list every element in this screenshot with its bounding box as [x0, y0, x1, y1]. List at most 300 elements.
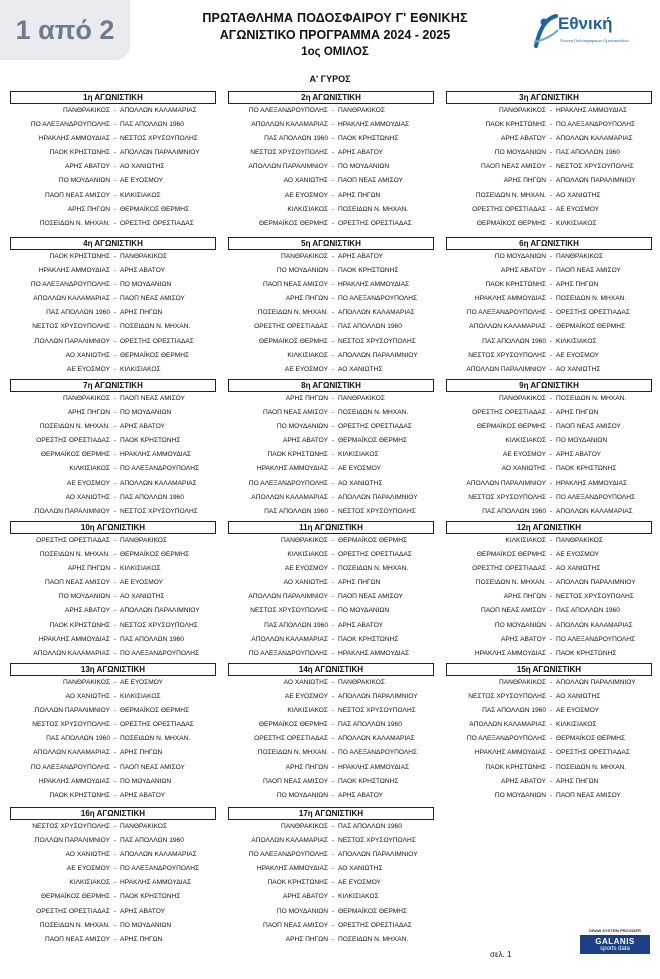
away-team: ΠΑΟΚ ΚΡΗΣΤΩΝΗΣ [338, 267, 399, 275]
home-team: ΠΟ ΑΛΕΞΑΝΔΡΟΥΠΟΛΗΣ [248, 851, 328, 859]
match-separator: - [549, 763, 553, 771]
match-separator: - [331, 935, 335, 943]
match-row [228, 505, 434, 519]
away-team: ΑΟ ΧΑΝΙΩΤΗΣ [120, 163, 165, 171]
match-row [228, 477, 434, 491]
home-team: ΗΡΑΚΛΗΣ ΑΜΜΟΥΔΙΑΣ [38, 777, 110, 785]
away-team: ΑΡΗΣ ΑΒΑΤΟΥ [338, 149, 384, 157]
group-label: 1ος ΟΜΙΛΟΣ [301, 46, 369, 58]
match-row [228, 761, 434, 775]
away-team: ΠΟΣΕΙΔΩΝ Ν. ΜΗΧΑΝ. [338, 565, 409, 573]
away-team: ΟΡΕΣΤΗΣ ΟΡΕΣΤΙΑΔΑΣ [338, 551, 412, 559]
match-row [228, 905, 434, 919]
match-row [10, 789, 216, 803]
away-team: ΑΡΗΣ ΑΒΑΤΟΥ [120, 423, 166, 431]
away-team: ΚΙΛΚΙΣΙΑΚΟΣ [556, 337, 597, 345]
match-row [10, 250, 216, 264]
match-row [228, 933, 434, 947]
matchday-title: 17η ΑΓΩΝΙΣΤΙΚΗ [228, 807, 434, 820]
away-team: ΠΑΝΘΡΑΚΙΚΟΣ [120, 253, 167, 260]
away-team: ΠΟΣΕΙΔΩΝ Ν. ΜΗΧΑΝ. [556, 295, 627, 303]
match-separator: - [113, 635, 117, 643]
home-team: .ΠΟΛΛΩΝ ΠΑΡΑΛΙΜΝΙΟΥ [32, 507, 110, 515]
away-team: ΑΡΗΣ ΠΗΓΩΝ [338, 191, 381, 199]
away-team: ΠΟΣΕΙΔΩΝ Ν. ΜΗΧΑΝ. [338, 205, 409, 213]
home-team: ΗΡΑΚΛΗΣ ΑΜΜΟΥΔΙΑΣ [474, 649, 546, 657]
home-team: ΚΙΛΚΙΣΙΑΚΟΣ [69, 465, 110, 473]
home-team: ΑΠΟΛΛΩΝ ΚΑΛΑΜΑΡΙΑΣ [33, 749, 110, 757]
match-row [228, 335, 434, 349]
home-team: ΠΟ ΜΟΥΔΑΝΙΩΝ [494, 791, 546, 799]
match-row [446, 590, 652, 604]
away-team: ΑΠΟΛΛΩΝ ΚΑΛΑΜΑΡΙΑΣ [556, 621, 633, 629]
home-team: ΠΑΟΠ ΝΕΑΣ ΑΜΙΣΟΥ [45, 935, 110, 943]
home-team: ΠΟ ΑΛΕΞΑΝΔΡΟΥΠΟΛΗΣ [30, 121, 110, 129]
match-row [228, 434, 434, 448]
away-team: ΑΕ ΕΥΟΣΜΟΥ [556, 707, 600, 715]
match-separator: - [113, 679, 117, 686]
away-team: ΠΑΣ ΑΠΟΛΛΩΝ 1960 [338, 323, 402, 331]
match-separator: - [549, 395, 553, 402]
away-team: ΘΕΡΜΑΪΚΟΣ ΘΕΡΜΗΣ [556, 323, 626, 331]
match-separator: - [549, 607, 553, 615]
match-separator: - [113, 791, 117, 799]
matchday-block [446, 379, 652, 519]
away-team: ΠΟ ΑΛΕΞΑΝΔΡΟΥΠΟΛΗΣ [120, 865, 200, 873]
home-team: ΑΟ ΧΑΝΙΩΤΗΣ [65, 693, 110, 701]
away-team: ΑΡΗΣ ΑΒΑΤΟΥ [120, 267, 166, 275]
match-row [446, 732, 652, 746]
match-row [446, 619, 652, 633]
match-row [446, 306, 652, 320]
match-row [228, 104, 434, 118]
matchday-title: 15η ΑΓΩΝΙΣΤΙΚΗ [446, 663, 652, 676]
match-separator: - [113, 451, 117, 459]
match-row [446, 775, 652, 789]
match-separator: - [113, 177, 117, 185]
away-team: ΚΙΛΚΙΣΙΑΚΟΣ [338, 893, 379, 901]
home-team: ΠΟ ΑΛΕΞΑΝΔΡΟΥΠΟΛΗΣ [466, 309, 546, 317]
match-row [228, 420, 434, 434]
away-team: ΑΟ ΧΑΝΙΩΤΗΣ [556, 565, 601, 573]
match-separator: - [331, 707, 335, 715]
match-separator: - [549, 351, 553, 359]
home-team: ΚΙΛΚΙΣΙΑΚΟΣ [287, 551, 328, 559]
match-separator: - [549, 749, 553, 757]
away-team: ΠΟ ΑΛΕΞΑΝΔΡΟΥΠΟΛΗΣ [120, 649, 200, 657]
away-team: ΑΠΟΛΛΩΝ ΠΑΡΑΛΙΜΝΙΟΥ [556, 679, 636, 686]
matchday-title: 1η ΑΓΩΝΙΣΤΙΚΗ [10, 91, 216, 104]
match-separator: - [113, 777, 117, 785]
match-row [10, 203, 216, 217]
home-team: ΠΟ ΜΟΥΔΑΝΙΩΝ [494, 621, 546, 629]
match-separator: - [549, 177, 553, 185]
title-championship: ΠΡΩΤΑΘΛΗΜΑ ΠΟΔΟΣΦΑΙΡΟΥ Γ' ΕΘΝΙΚΗΣ [202, 11, 468, 25]
match-separator: - [113, 551, 117, 559]
home-team: ΠΟΣΕΙΔΩΝ Ν. ΜΗΧΑΝ. [39, 551, 110, 559]
match-row [10, 746, 216, 760]
matchday-block [10, 521, 216, 661]
match-separator: - [549, 107, 553, 114]
match-separator: - [113, 579, 117, 587]
away-team: ΑΟ ΧΑΝΙΩΤΗΣ [338, 865, 383, 873]
match-row [10, 292, 216, 306]
home-team: ΠΑΟΠ ΝΕΑΣ ΑΜΙΣΟΥ [45, 191, 110, 199]
away-team: ΑΠΟΛΛΩΝ ΠΑΡΑΛΙΜΝΙΟΥ [556, 579, 636, 587]
match-separator: - [549, 735, 553, 743]
home-team: ΠΟ ΜΟΥΔΑΝΙΩΝ [276, 423, 328, 431]
away-team: ΠΑΝΘΡΑΚΙΚΟΣ [338, 107, 385, 114]
match-separator: - [113, 437, 117, 445]
away-team: ΠΑΝΘΡΑΚΙΚΟΣ [120, 537, 167, 544]
match-row [446, 118, 652, 132]
away-team: ΗΡΑΚΛΗΣ ΑΜΜΟΥΔΙΑΣ [556, 107, 628, 114]
match-separator: - [331, 791, 335, 799]
match-row [446, 217, 652, 231]
away-team: ΠΑΣ ΑΠΟΛΛΩΝ 1960 [556, 607, 620, 615]
match-separator: - [331, 149, 335, 157]
matchday-title: 5η ΑΓΩΝΙΣΤΙΚΗ [228, 237, 434, 250]
home-team: ΘΕΡΜΑΪΚΟΣ ΘΕΡΜΗΣ [258, 219, 328, 227]
match-separator: - [331, 295, 335, 303]
match-row [228, 292, 434, 306]
match-row [228, 132, 434, 146]
home-team: ΝΕΣΤΟΣ ΧΡΥΣΟΥΠΟΛΗΣ [468, 693, 546, 701]
match-separator: - [331, 205, 335, 213]
home-team: ΠΑΝΘΡΑΚΙΚΟΣ [281, 823, 328, 830]
home-team: ΑΟ ΧΑΝΙΩΤΗΣ [283, 177, 328, 185]
match-row [228, 320, 434, 334]
match-row [228, 491, 434, 505]
match-separator: - [113, 479, 117, 487]
away-team: ΠΑΝΘΡΑΚΙΚΟΣ [556, 253, 603, 260]
match-row [10, 576, 216, 590]
match-row [228, 718, 434, 732]
match-separator: - [549, 409, 553, 417]
home-team: ΗΡΑΚΛΗΣ ΑΜΜΟΥΔΙΑΣ [38, 135, 110, 143]
match-row [10, 761, 216, 775]
home-team: ΑΕ ΕΥΟΣΜΟΥ [284, 191, 328, 199]
match-separator: - [549, 537, 553, 544]
match-separator: - [331, 649, 335, 657]
match-row [10, 420, 216, 434]
match-separator: - [331, 337, 335, 345]
match-separator: - [549, 323, 553, 331]
match-separator: - [331, 395, 335, 402]
match-row [446, 420, 652, 434]
away-team: ΑΠΟΛΛΩΝ ΠΑΡΑΛΙΜΝΙΟΥ [120, 607, 200, 615]
match-row [10, 320, 216, 334]
away-team: ΟΡΕΣΤΗΣ ΟΡΕΣΤΙΑΔΑΣ [338, 921, 412, 929]
match-row [10, 349, 216, 363]
match-row [228, 789, 434, 803]
away-team: ΑΡΗΣ ΑΒΑΤΟΥ [338, 621, 384, 629]
match-separator: - [549, 149, 553, 157]
home-team: ΗΡΑΚΛΗΣ ΑΜΜΟΥΔΙΑΣ [474, 295, 546, 303]
away-team: ΠΟ ΑΛΕΞΑΝΔΡΟΥΠΟΛΗΣ [556, 635, 636, 643]
match-separator: - [331, 679, 335, 686]
match-row [228, 834, 434, 848]
match-row [10, 848, 216, 862]
match-row [10, 278, 216, 292]
away-team: ΠΑΣ ΑΠΟΛΛΩΝ 1960 [120, 493, 184, 501]
home-team: ΑΕ ΕΥΟΣΜΟΥ [66, 365, 110, 373]
match-separator: - [331, 607, 335, 615]
match-separator: - [331, 135, 335, 143]
page-indicator: 1 από 2 [0, 0, 130, 60]
away-team: ΑΕ ΕΥΟΣΜΟΥ [120, 679, 164, 686]
document-header [150, 10, 520, 61]
home-team: .ΠΟΛΛΩΝ ΠΑΡΑΛΙΜΝΙΟΥ [32, 837, 110, 845]
match-row [10, 462, 216, 476]
match-row [446, 676, 652, 690]
home-team: ΑΡΗΣ ΑΒΑΤΟΥ [282, 893, 328, 901]
match-row [10, 590, 216, 604]
away-team: ΑΕ ΕΥΟΣΜΟΥ [556, 351, 600, 359]
home-team: ΠΟ ΑΛΕΞΑΝΔΡΟΥΠΟΛΗΣ [248, 649, 328, 657]
match-separator: - [331, 593, 335, 601]
match-separator: - [331, 921, 335, 929]
away-team: ΟΡΕΣΤΗΣ ΟΡΕΣΤΙΑΔΑΣ [120, 219, 194, 227]
away-team: ΠΟΣΕΙΔΩΝ Ν. ΜΗΧΑΝ. [120, 323, 191, 331]
match-separator: - [113, 191, 117, 199]
match-row [446, 562, 652, 576]
home-team: ΗΡΑΚΛΗΣ ΑΜΜΟΥΔΙΑΣ [256, 465, 328, 473]
matchday-block [446, 521, 652, 661]
match-row [10, 174, 216, 188]
matchday-title: 13η ΑΓΩΝΙΣΤΙΚΗ [10, 663, 216, 676]
away-team: ΑΟ ΧΑΝΙΩΤΗΣ [338, 479, 383, 487]
home-team: ΑΡΗΣ ΑΒΑΤΟΥ [500, 135, 546, 143]
away-team: ΝΕΣΤΟΣ ΧΡΥΣΟΥΠΟΛΗΣ [338, 507, 416, 515]
match-row [10, 862, 216, 876]
home-team: ΟΡΕΣΤΗΣ ΟΡΕΣΤΙΑΔΑΣ [36, 537, 110, 544]
home-team: ΠΟ ΜΟΥΔΑΝΙΩΝ [276, 907, 328, 915]
match-separator: - [549, 593, 553, 601]
away-team: ΠΑΟΠ ΝΕΑΣ ΑΜΙΣΟΥ [120, 295, 185, 303]
match-row [446, 132, 652, 146]
away-team: ΠΑΟΚ ΚΡΗΣΤΩΝΗΣ [338, 635, 399, 643]
match-row [10, 718, 216, 732]
match-row [10, 434, 216, 448]
home-team: ΠΟ ΑΛΕΞΑΝΔΡΟΥΠΟΛΗΣ [30, 281, 110, 289]
away-team: ΘΕΡΜΑΪΚΟΣ ΘΕΡΜΗΣ [556, 735, 626, 743]
home-team: ΠΟ ΜΟΥΔΑΝΙΩΝ [276, 267, 328, 275]
match-row [10, 633, 216, 647]
away-team: ΝΕΣΤΟΣ ΧΡΥΣΟΥΠΟΛΗΣ [120, 135, 198, 143]
match-row [446, 160, 652, 174]
match-row [10, 690, 216, 704]
home-team: ΑΟ ΧΑΝΙΩΤΗΣ [283, 579, 328, 587]
away-team: ΠΑΣ ΑΠΟΛΛΩΝ 1960 [120, 837, 184, 845]
home-team: ΠΑΟΠ ΝΕΑΣ ΑΜΙΣΟΥ [263, 409, 328, 417]
match-row [446, 320, 652, 334]
away-team: ΑΡΗΣ ΠΗΓΩΝ [556, 777, 599, 785]
away-team: ΝΕΣΤΟΣ ΧΡΥΣΟΥΠΟΛΗΣ [556, 593, 634, 601]
match-separator: - [113, 309, 117, 317]
home-team: ΑΡΗΣ ΠΗΓΩΝ [285, 295, 328, 303]
home-team: ΑΠΟΛΛΩΝ ΚΑΛΑΜΑΡΙΑΣ [33, 649, 110, 657]
match-separator: - [113, 907, 117, 915]
home-team: ΠΑΟΠ ΝΕΑΣ ΑΜΙΣΟΥ [481, 163, 546, 171]
match-separator: - [331, 763, 335, 771]
match-separator: - [331, 451, 335, 459]
logo-subtitle: Ένωση Ποδοσφαιρικών Ομοσπονδιών [560, 38, 629, 43]
away-team: ΠΟ ΜΟΥΔΑΝΙΩΝ [338, 607, 390, 615]
match-row [228, 848, 434, 862]
match-separator: - [549, 219, 553, 227]
match-row [10, 217, 216, 231]
match-separator: - [113, 295, 117, 303]
match-separator: - [549, 253, 553, 260]
away-team: ΠΑΟΠ ΝΕΑΣ ΑΜΙΣΟΥ [120, 395, 185, 402]
match-separator: - [331, 365, 335, 373]
match-row [10, 619, 216, 633]
match-separator: - [331, 309, 335, 317]
away-team: ΚΙΛΚΙΣΙΑΚΟΣ [120, 565, 161, 573]
match-separator: - [113, 593, 117, 601]
match-row [446, 576, 652, 590]
away-team: ΑΟ ΧΑΝΙΩΤΗΣ [556, 693, 601, 701]
match-separator: - [113, 649, 117, 657]
away-team: ΑΠΟΛΛΩΝ ΠΑΡΑΛΙΜΝΙΟΥ [120, 149, 200, 157]
away-team: ΟΡΕΣΤΗΣ ΟΡΕΣΤΙΑΔΑΣ [556, 309, 630, 317]
away-team: ΝΕΣΤΟΣ ΧΡΥΣΟΥΠΟΛΗΣ [120, 507, 198, 515]
matchday-block [10, 237, 216, 377]
away-team: ΠΑΟΚ ΚΡΗΣΤΩΝΗΣ [338, 777, 399, 785]
match-separator: - [331, 721, 335, 729]
match-row [10, 647, 216, 661]
home-team: ΟΡΕΣΤΗΣ ΟΡΕΣΤΙΑΔΑΣ [36, 437, 110, 445]
home-team: ΠΑΟΚ ΚΡΗΣΤΩΝΗΣ [49, 253, 110, 260]
match-separator: - [113, 337, 117, 345]
match-row [10, 104, 216, 118]
away-team: ΚΙΛΚΙΣΙΑΚΟΣ [120, 365, 161, 373]
match-separator: - [113, 537, 117, 544]
away-team: ΑΕ ΕΥΟΣΜΟΥ [338, 879, 382, 887]
match-separator: - [331, 351, 335, 359]
home-team: ΠΟΣΕΙΔΩΝ Ν. ΜΗΧΑΝ. [257, 309, 328, 317]
match-row [10, 933, 216, 947]
match-row [228, 548, 434, 562]
away-team: ΑΡΗΣ ΠΗΓΩΝ [338, 579, 381, 587]
matchday-block [228, 807, 434, 947]
away-team: ΑΡΗΣ ΠΗΓΩΝ [120, 935, 163, 943]
match-row [10, 890, 216, 904]
match-row [228, 576, 434, 590]
away-team: ΟΡΕΣΤΗΣ ΟΡΕΣΤΙΑΔΑΣ [338, 219, 412, 227]
home-team: ΠΑΟΚ ΚΡΗΣΤΩΝΗΣ [267, 451, 328, 459]
match-separator: - [549, 337, 553, 345]
matchday-block [228, 379, 434, 519]
match-separator: - [113, 465, 117, 473]
match-separator: - [549, 777, 553, 785]
match-separator: - [331, 437, 335, 445]
sponsor-box [580, 935, 650, 954]
match-row [228, 406, 434, 420]
away-team: ΠΑΟΠ ΝΕΑΣ ΑΜΙΣΟΥ [338, 593, 403, 601]
match-row [10, 448, 216, 462]
away-team: ΗΡΑΚΛΗΣ ΑΜΜΟΥΔΙΑΣ [338, 281, 410, 289]
home-team: ΝΕΣΤΟΣ ΧΡΥΣΟΥΠΟΛΗΣ [32, 323, 110, 331]
match-separator: - [113, 409, 117, 417]
match-separator: - [331, 219, 335, 227]
home-team: ΠΟ ΑΛΕΞΑΝΔΡΟΥΠΟΛΗΣ [248, 107, 328, 114]
match-row [228, 604, 434, 618]
home-team: ΑΠΟΛΛΩΝ ΚΑΛΑΜΑΡΙΑΣ [469, 323, 546, 331]
home-team: ΠΟΣΕΙΔΩΝ Ν. ΜΗΧΑΝ. [257, 749, 328, 757]
match-row [228, 704, 434, 718]
away-team: ΠΟ ΜΟΥΔΑΝΙΩΝ [338, 163, 390, 171]
away-team: ΠΟΣΕΙΔΩΝ Ν. ΜΗΧΑΝ. [120, 735, 191, 743]
away-team: ΠΑΟΚ ΚΡΗΣΤΩΝΗΣ [120, 437, 181, 445]
match-separator: - [113, 935, 117, 943]
away-team: ΑΠΟΛΛΩΝ ΚΑΛΑΜΑΡΙΑΣ [120, 851, 197, 859]
away-team: ΠΑΟΠ ΝΕΑΣ ΑΜΙΣΟΥ [556, 267, 621, 275]
match-separator: - [113, 823, 117, 830]
match-separator: - [113, 423, 117, 431]
home-team: ΝΕΣΤΟΣ ΧΡΥΣΟΥΠΟΛΗΣ [468, 493, 546, 501]
match-separator: - [331, 107, 335, 114]
match-row [446, 718, 652, 732]
match-separator: - [113, 893, 117, 901]
home-team: ΟΡΕΣΤΗΣ ΟΡΕΣΤΙΑΔΑΣ [472, 565, 546, 573]
home-team: ΠΑΝΘΡΑΚΙΚΟΣ [281, 537, 328, 544]
match-separator: - [331, 837, 335, 845]
home-team: ΠΟΣΕΙΔΩΝ Ν. ΜΗΧΑΝ. [475, 191, 546, 199]
match-separator: - [113, 205, 117, 213]
match-separator: - [113, 721, 117, 729]
home-team: ΠΑΟΠ ΝΕΑΣ ΑΜΙΣΟΥ [263, 281, 328, 289]
away-team: ΠΑΣ ΑΠΟΛΛΩΝ 1960 [556, 149, 620, 157]
match-separator: - [549, 135, 553, 143]
match-row [10, 604, 216, 618]
matchday-block [446, 663, 652, 803]
match-separator: - [331, 479, 335, 487]
home-team: ΚΙΛΚΙΣΙΑΚΟΣ [505, 437, 546, 445]
away-team: ΠΑΝΘΡΑΚΙΚΟΣ [338, 679, 385, 686]
match-separator: - [549, 437, 553, 445]
match-row [228, 633, 434, 647]
home-team: ΑΠΟΛΛΩΝ ΚΑΛΑΜΑΡΙΑΣ [251, 493, 328, 501]
match-row [446, 264, 652, 278]
home-team: ΑΠΟΛΛΩΝ ΚΑΛΑΜΑΡΙΑΣ [251, 635, 328, 643]
away-team: ΑΕ ΕΥΟΣΜΟΥ [556, 205, 600, 213]
match-separator: - [331, 163, 335, 171]
home-team: ΠΑΣ ΑΠΟΛΛΩΝ 1960 [46, 735, 110, 743]
match-separator: - [331, 749, 335, 757]
match-row [10, 548, 216, 562]
match-row [446, 548, 652, 562]
match-separator: - [113, 607, 117, 615]
home-team: ΠΟΣΕΙΔΩΝ Ν. ΜΗΧΑΝ. [475, 579, 546, 587]
match-separator: - [113, 837, 117, 845]
match-separator: - [113, 851, 117, 859]
away-team: ΠΑΝΘΡΑΚΙΚΟΣ [338, 395, 385, 402]
match-row [446, 392, 652, 406]
match-row [446, 633, 652, 647]
match-row [10, 704, 216, 718]
home-team: ΠΑΝΘΡΑΚΙΚΟΣ [499, 107, 546, 114]
home-team: ΠΑΟΠ ΝΕΑΣ ΑΜΙΣΟΥ [263, 777, 328, 785]
home-team: ΠΑΟΚ ΚΡΗΣΤΩΝΗΣ [49, 621, 110, 629]
home-team: ΠΑΟΚ ΚΡΗΣΤΩΝΗΣ [49, 149, 110, 157]
home-team: ΚΙΛΚΙΣΙΑΚΟΣ [505, 537, 546, 544]
match-row [228, 820, 434, 834]
match-row [446, 434, 652, 448]
matchday-block [446, 91, 652, 231]
home-team: ΑΡΗΣ ΠΗΓΩΝ [285, 395, 328, 402]
